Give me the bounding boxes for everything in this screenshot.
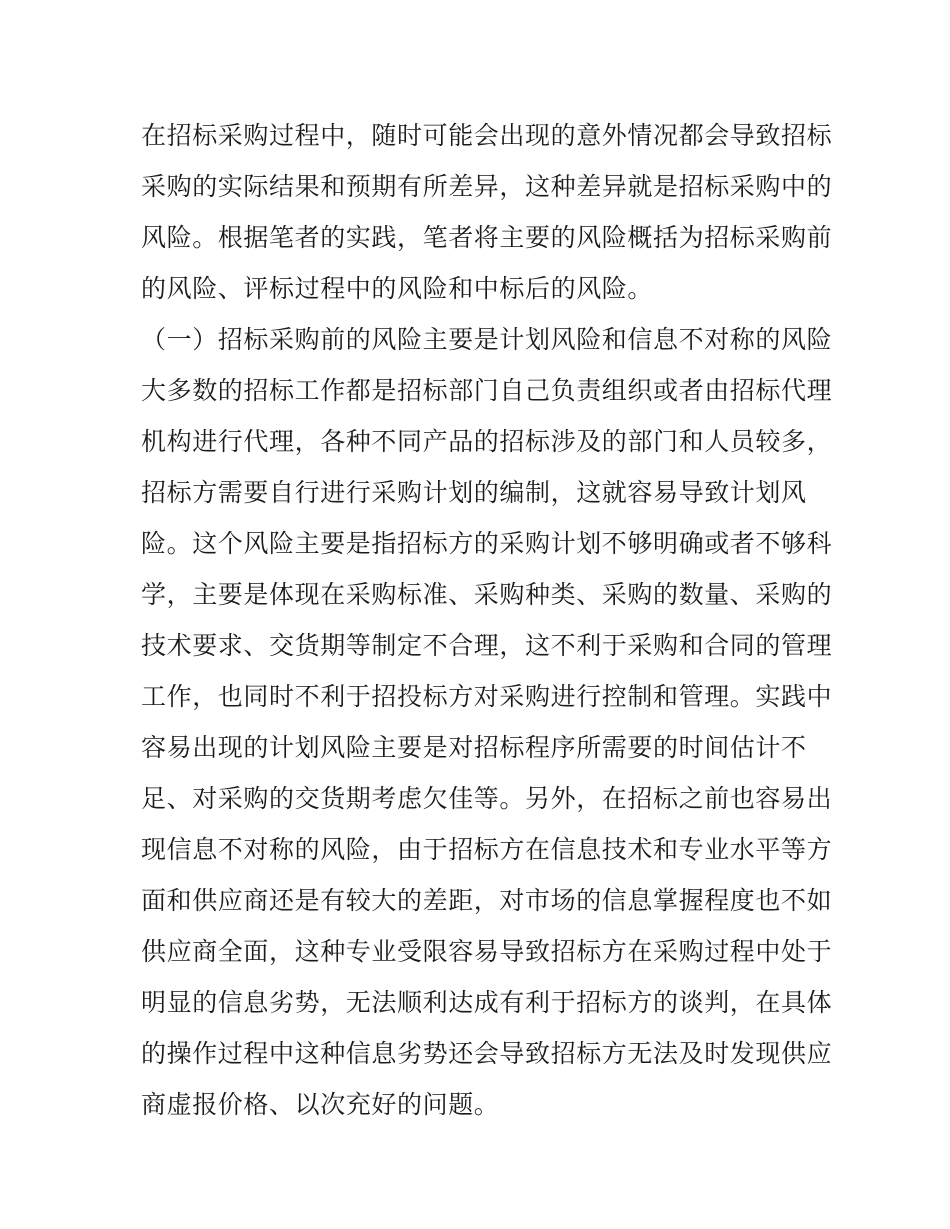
text-line: 足、对采购的交货期考虑欠佳等。另外，在招标之前也容易出 — [141, 784, 833, 813]
text-line: 的风险、评标过程中的风险和中标后的风险。 — [141, 274, 654, 303]
body-text — [141, 110, 833, 1130]
text-line: 学，主要是体现在采购标准、采购种类、采购的数量、采购的 — [141, 580, 833, 609]
text-line: 面和供应商还是有较大的差距，对市场的信息掌握程度也不如 — [141, 886, 833, 915]
text-line: 容易出现的计划风险主要是对招标程序所需要的时间估计不 — [141, 733, 807, 762]
text-line: 机构进行代理，各种不同产品的招标涉及的部门和人员较多， — [141, 427, 833, 456]
text-line: 工作，也同时不利于招投标方对采购进行控制和管理。实践中 — [141, 682, 833, 711]
text-line: 供应商全面，这种专业受限容易导致招标方在采购过程中处于 — [141, 937, 833, 966]
text-line: 风险。根据笔者的实践，笔者将主要的风险概括为招标采购前 — [141, 223, 833, 252]
text-line: 招标方需要自行进行采购计划的编制，这就容易导致计划风 — [141, 478, 807, 507]
text-line: 险。这个风险主要是指招标方的采购计划不够明确或者不够科 — [141, 529, 833, 558]
text-line: 在招标采购过程中，随时可能会出现的意外情况都会导致招标 — [141, 121, 833, 150]
text-line: 大多数的招标工作都是招标部门自己负责组织或者由招标代理 — [141, 376, 833, 405]
text-line: 明显的信息劣势，无法顺利达成有利于招标方的谈判，在具体 — [141, 988, 833, 1017]
text-line: 采购的实际结果和预期有所差异，这种差异就是招标采购中的 — [141, 172, 833, 201]
text-line: 技术要求、交货期等制定不合理，这不利于采购和合同的管理 — [141, 631, 833, 660]
text-line: 现信息不对称的风险，由于招标方在信息技术和专业水平等方 — [141, 835, 833, 864]
section-heading-line: （一）招标采购前的风险主要是计划风险和信息不对称的风险 — [141, 325, 833, 354]
text-line: 的操作过程中这种信息劣势还会导致招标方无法及时发现供应 — [141, 1039, 833, 1068]
text-line: 商虚报价格、以次充好的问题。 — [141, 1090, 500, 1119]
